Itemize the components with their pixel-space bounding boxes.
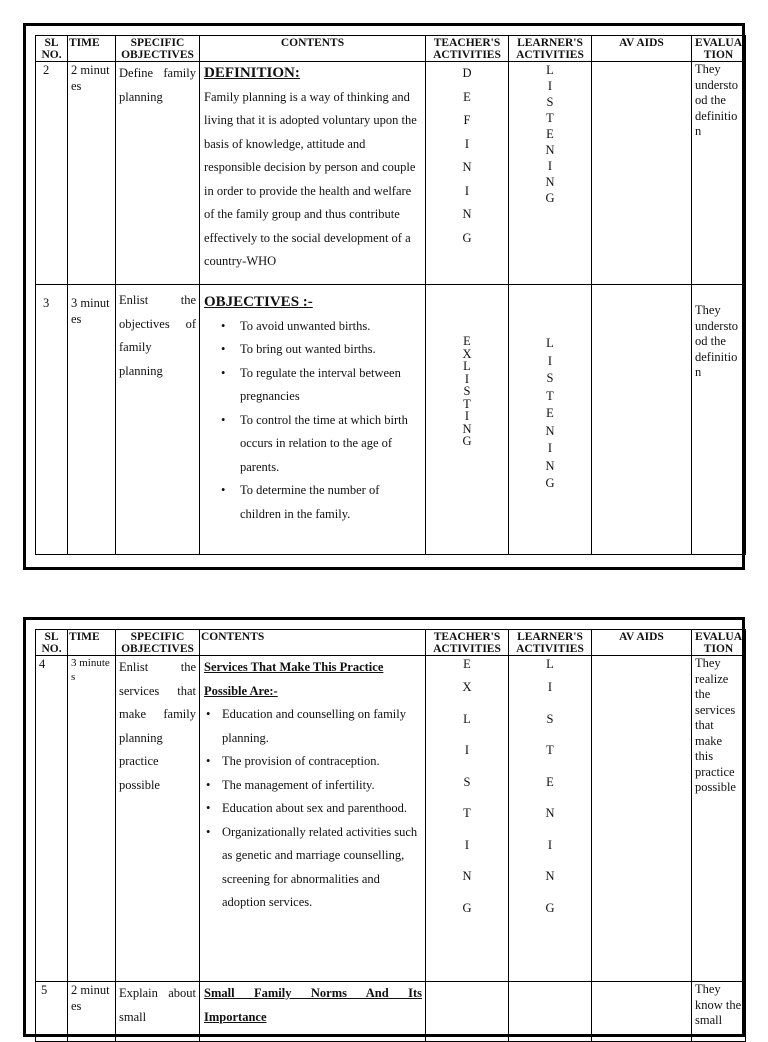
time-cell: 3 minut es bbox=[68, 285, 116, 555]
lesson-plan-table-2 bbox=[35, 629, 746, 1042]
header-teacher: TEACHER'S ACTIVITIES bbox=[426, 36, 509, 62]
lesson-plan-page-1 bbox=[23, 23, 745, 570]
letter: I bbox=[464, 837, 470, 852]
content-cell bbox=[200, 656, 426, 982]
objective-cell: Define family planning bbox=[116, 62, 200, 285]
letter: I bbox=[464, 183, 470, 198]
section-heading: DEFINITION: bbox=[204, 65, 300, 81]
letter: I bbox=[547, 441, 553, 455]
header-learner: LEARNER'S ACTIVITIES bbox=[509, 630, 592, 656]
letter: I bbox=[547, 353, 553, 368]
letter: L bbox=[546, 336, 554, 350]
objective-cell: Explain about small bbox=[116, 982, 200, 1042]
objective-cell: Enlist the objectives of family planning bbox=[116, 285, 200, 555]
list-item: • To regulate the interval between pregnancies bbox=[204, 362, 422, 409]
letter: G bbox=[545, 476, 555, 490]
section-heading: OBJECTIVES :- bbox=[204, 294, 313, 310]
list-item: • Organizationally related activities such as genetic and marriage counselling, screening for abnormalities and adoption services. bbox=[204, 821, 422, 915]
av-aids-cell bbox=[592, 656, 692, 982]
header-evaluation: EVALUA TION bbox=[692, 630, 746, 656]
letter: E bbox=[463, 334, 471, 348]
letter: G bbox=[545, 191, 555, 205]
evaluation-cell: They understo od the definitio n bbox=[692, 62, 746, 285]
letter: S bbox=[463, 384, 471, 398]
learner-activity bbox=[509, 285, 592, 555]
list-item: • The provision of contraception. bbox=[204, 750, 422, 774]
list-item: • The management of infertility. bbox=[204, 774, 422, 798]
letter: X bbox=[462, 680, 472, 694]
services-list bbox=[204, 703, 422, 915]
letter: I bbox=[464, 409, 470, 423]
header-teacher: TEACHER'S ACTIVITIES bbox=[426, 630, 509, 656]
letter: I bbox=[547, 837, 553, 852]
learner-activity bbox=[509, 982, 592, 1042]
header-contents: CONTENTS bbox=[200, 630, 426, 656]
time-cell: 3 minute s bbox=[68, 656, 116, 982]
letter: N bbox=[462, 160, 472, 174]
letter: G bbox=[545, 900, 555, 915]
letter: I bbox=[464, 136, 470, 151]
evaluation-cell: They understo od the definitio n bbox=[692, 285, 746, 555]
table-row bbox=[36, 656, 746, 982]
letter: N bbox=[545, 458, 555, 473]
letter: N bbox=[462, 207, 472, 221]
time-cell: 2 minut es bbox=[68, 62, 116, 285]
lesson-plan-page-2 bbox=[23, 617, 745, 1037]
letter: S bbox=[463, 774, 471, 789]
letter: L bbox=[546, 657, 554, 671]
letter: G bbox=[462, 434, 472, 448]
letter: N bbox=[545, 175, 555, 189]
objectives-list bbox=[204, 315, 422, 527]
letter: N bbox=[545, 869, 555, 883]
letter: N bbox=[545, 423, 555, 438]
letter: D bbox=[462, 66, 472, 80]
table-row bbox=[36, 285, 746, 555]
header-objectives: SPECIFIC OBJECTIVES bbox=[116, 630, 200, 656]
header-av-aids: AV AIDS bbox=[592, 630, 692, 656]
section-heading: Small Family Norms And Its Importance bbox=[204, 986, 422, 1024]
list-item: • To control the time at which birth occurs in relation to the age of parents. bbox=[204, 409, 422, 480]
header-objectives: SPECIFIC OBJECTIVES bbox=[116, 36, 200, 62]
sl-number: 4 bbox=[36, 656, 68, 982]
letter: I bbox=[547, 680, 553, 694]
letter: G bbox=[462, 900, 472, 915]
letter: L bbox=[546, 63, 554, 77]
lesson-plan-table-1 bbox=[35, 35, 746, 555]
letter: E bbox=[463, 89, 471, 104]
definition-text: Family planning is a way of thinking and living that it is adopted voluntary upon the basis of knowledge, attitude and responsible decision by person and couple in order to provide the health and welfare of the family group and thus contribute effectively to the social development of a country-WHO bbox=[204, 89, 417, 268]
letter: T bbox=[463, 396, 471, 411]
letter: X bbox=[462, 346, 472, 361]
letter: S bbox=[546, 95, 554, 109]
header-av-aids: AV AIDS bbox=[592, 36, 692, 62]
evaluation-cell: They realize the services that make this practice possible bbox=[692, 656, 746, 982]
letter: S bbox=[546, 711, 554, 726]
header-sl-no: SL NO. bbox=[36, 630, 68, 656]
teacher-activity bbox=[426, 656, 509, 982]
header-sl-no: SL NO. bbox=[36, 36, 68, 62]
section-heading: Services That Make This Practice Possible Are:- bbox=[204, 660, 384, 698]
evaluation-cell: They know the small bbox=[692, 982, 746, 1042]
learner-activity bbox=[509, 62, 592, 285]
av-aids-cell bbox=[592, 285, 692, 555]
teacher-activity bbox=[426, 285, 509, 555]
letter: T bbox=[546, 743, 554, 757]
letter: T bbox=[463, 806, 471, 820]
list-item: • To bring out wanted births. bbox=[204, 338, 422, 362]
av-aids-cell bbox=[592, 62, 692, 285]
letter: L bbox=[463, 711, 471, 726]
letter: I bbox=[464, 743, 470, 757]
table-header-row bbox=[36, 36, 746, 62]
list-item: • Education and counselling on family planning. bbox=[204, 703, 422, 750]
letter: I bbox=[464, 371, 470, 386]
letter: F bbox=[463, 113, 471, 127]
av-aids-cell bbox=[592, 982, 692, 1042]
sl-number: 2 bbox=[36, 62, 68, 285]
sl-number: 3 bbox=[36, 285, 68, 555]
letter: N bbox=[462, 869, 472, 883]
letter: T bbox=[546, 111, 554, 125]
header-evaluation: EVALUA TION bbox=[692, 36, 746, 62]
content-cell bbox=[200, 285, 426, 555]
letter: S bbox=[546, 371, 554, 385]
objective-cell: Enlist the services that make family planning practice possible bbox=[116, 656, 200, 982]
list-item: • Education about sex and parenthood. bbox=[204, 797, 422, 821]
letter: E bbox=[546, 127, 554, 141]
teacher-activity bbox=[426, 62, 509, 285]
letter: E bbox=[546, 774, 554, 789]
content-cell bbox=[200, 62, 426, 285]
table-header-row bbox=[36, 630, 746, 656]
header-learner: LEARNER'S ACTIVITIES bbox=[509, 36, 592, 62]
letter: I bbox=[547, 79, 553, 93]
sl-number: 5 bbox=[36, 982, 68, 1042]
table-row bbox=[36, 62, 746, 285]
teacher-activity bbox=[426, 982, 509, 1042]
list-item: • To avoid unwanted births. bbox=[204, 315, 422, 339]
header-time: TIME bbox=[68, 36, 116, 62]
list-item: • To determine the number of children in the family. bbox=[204, 479, 422, 526]
letter: N bbox=[545, 143, 555, 157]
content-cell bbox=[200, 982, 426, 1042]
time-cell: 2 minut es bbox=[68, 982, 116, 1042]
letter: E bbox=[463, 657, 471, 671]
learner-activity bbox=[509, 656, 592, 982]
letter: N bbox=[462, 421, 472, 436]
header-time: TIME bbox=[68, 630, 116, 656]
letter: G bbox=[462, 230, 472, 245]
table-row bbox=[36, 982, 746, 1042]
letter: T bbox=[546, 388, 554, 403]
letter: N bbox=[545, 806, 555, 820]
header-contents: CONTENTS bbox=[200, 36, 426, 62]
letter: E bbox=[546, 406, 554, 420]
letter: L bbox=[463, 359, 471, 373]
letter: I bbox=[547, 159, 553, 173]
